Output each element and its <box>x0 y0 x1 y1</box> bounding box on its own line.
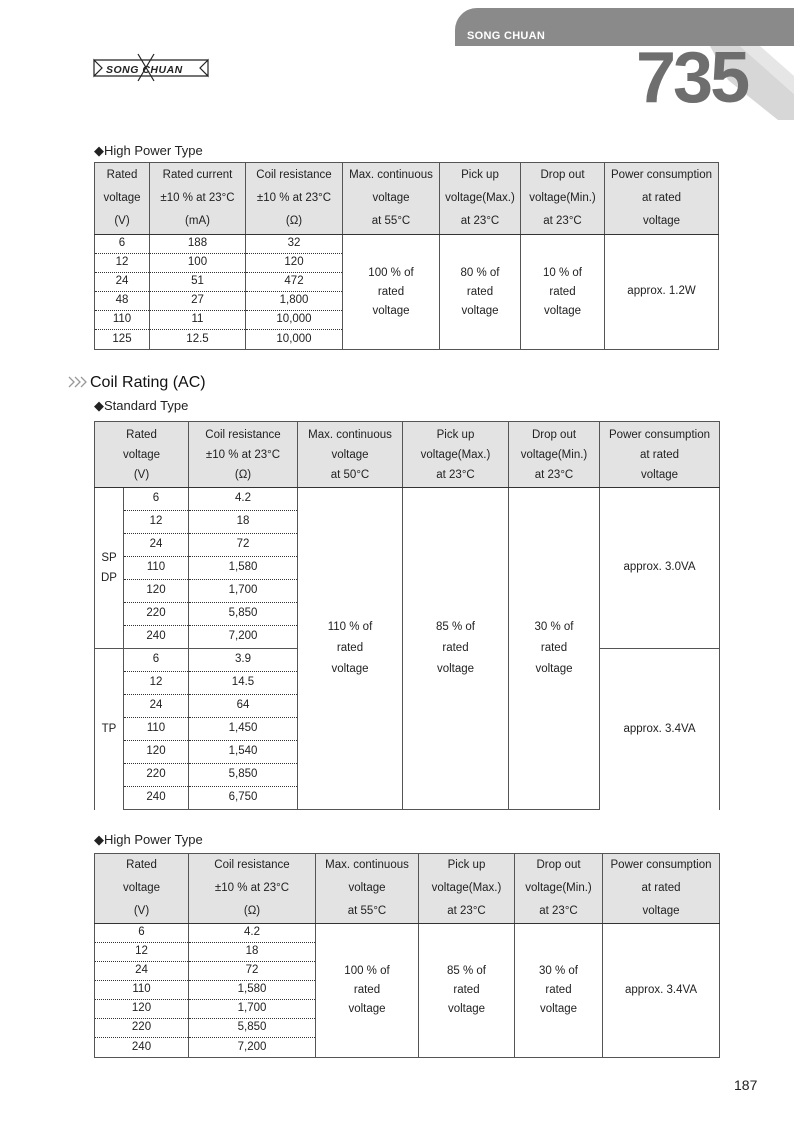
svg-text:SONG CHUAN: SONG CHUAN <box>106 64 183 76</box>
table-cell: 7,200 <box>189 626 298 649</box>
table-cell: 1,580 <box>189 557 298 580</box>
power-consumption-cell: approx. 3.4VA <box>603 924 720 1058</box>
table-cell: 7,200 <box>189 1038 316 1058</box>
table-cell: 12 <box>95 254 150 273</box>
table-cell: 110 <box>124 557 189 580</box>
table-cell: 120 <box>124 741 189 764</box>
header-pick-up: Pick up voltage(Max.) at 23°C <box>419 854 515 924</box>
table-cell: 72 <box>189 962 316 981</box>
company-logo <box>92 52 210 87</box>
table-cell: 12 <box>124 511 189 534</box>
table-cell: 6 <box>95 235 150 254</box>
group-label-tp: TP <box>95 649 124 810</box>
header-rated-current: Rated current ±10 % at 23°C (mA) <box>150 163 246 235</box>
table-cell: 6,750 <box>189 787 298 810</box>
table-cell: 10,000 <box>246 311 343 330</box>
table-cell: 1,580 <box>189 981 316 1000</box>
group-label-spdp: SP DP <box>95 488 124 649</box>
max-continuous-cell: 100 % of rated voltage <box>343 235 440 350</box>
page-number: 187 <box>734 1077 758 1093</box>
table-cell: 18 <box>189 943 316 962</box>
table-cell: 110 <box>95 311 150 330</box>
header-rated-voltage: Rated voltage (V) <box>95 163 150 235</box>
header-drop-out: Drop out voltage(Min.) at 23°C <box>515 854 603 924</box>
table-cell: 100 <box>150 254 246 273</box>
table-cell: 1,800 <box>246 292 343 311</box>
table-cell: 220 <box>95 1019 189 1038</box>
header-coil-resistance: Coil resistance ±10 % at 23°C (Ω) <box>189 422 298 488</box>
table-cell: 5,850 <box>189 1019 316 1038</box>
table-cell: 1,700 <box>189 580 298 603</box>
table-cell: 125 <box>95 330 150 350</box>
table-cell: 24 <box>95 962 189 981</box>
header-pick-up: Pick up voltage(Max.) at 23°C <box>403 422 509 488</box>
table-cell: 240 <box>95 1038 189 1058</box>
brand-name: SONG CHUAN <box>467 30 546 42</box>
header-pick-up: Pick up voltage(Max.) at 23°C <box>440 163 521 235</box>
table-cell: 12 <box>124 672 189 695</box>
power-consumption-cell: approx. 1.2W <box>605 235 719 350</box>
table-cell: 110 <box>95 981 189 1000</box>
header-max-continuous: Max. continuous voltage at 50°C <box>298 422 403 488</box>
table-cell: 24 <box>124 534 189 557</box>
table-cell: 120 <box>124 580 189 603</box>
header-power-consumption: Power consumption at rated voltage <box>600 422 720 488</box>
dc-high-power-title: ◆High Power Type <box>94 143 203 158</box>
model-number: 735 <box>636 38 748 118</box>
table-cell: 72 <box>189 534 298 557</box>
header-power-consumption: Power consumption at rated voltage <box>603 854 720 924</box>
table-cell: 1,540 <box>189 741 298 764</box>
table-cell: 188 <box>150 235 246 254</box>
ac-high-power-table <box>94 853 720 1058</box>
table-cell: 6 <box>124 649 189 672</box>
pick-up-cell: 80 % of rated voltage <box>440 235 521 350</box>
pick-up-cell: 85 % of rated voltage <box>403 488 509 810</box>
coil-rating-ac-title: Coil Rating (AC) <box>90 374 206 391</box>
table-cell: 48 <box>95 292 150 311</box>
table-cell: 12 <box>95 943 189 962</box>
table-cell: 5,850 <box>189 603 298 626</box>
drop-out-cell: 30 % of rated voltage <box>515 924 603 1058</box>
table-cell: 220 <box>124 764 189 787</box>
table-cell: 6 <box>95 924 189 943</box>
power-consumption-spdp: approx. 3.0VA <box>600 488 720 649</box>
table-cell: 472 <box>246 273 343 292</box>
table-cell: 10,000 <box>246 330 343 350</box>
header-coil-resistance: Coil resistance ±10 % at 23°C (Ω) <box>246 163 343 235</box>
max-continuous-cell: 110 % of rated voltage <box>298 488 403 810</box>
table-cell: 120 <box>95 1000 189 1019</box>
table-cell: 18 <box>189 511 298 534</box>
drop-out-cell: 10 % of rated voltage <box>521 235 605 350</box>
table-cell: 4.2 <box>189 924 316 943</box>
header-max-continuous: Max. continuous voltage at 55°C <box>316 854 419 924</box>
table-cell: 64 <box>189 695 298 718</box>
header-drop-out: Drop out voltage(Min.) at 23°C <box>509 422 600 488</box>
header-rated-voltage: Rated voltage (V) <box>95 422 189 488</box>
drop-out-cell: 30 % of rated voltage <box>509 488 600 810</box>
table-cell: 27 <box>150 292 246 311</box>
header-max-continuous: Max. continuous voltage at 55°C <box>343 163 440 235</box>
triple-chevron-icon <box>68 376 88 388</box>
dc-high-power-table <box>94 162 719 350</box>
table-cell: 240 <box>124 787 189 810</box>
table-cell: 12.5 <box>150 330 246 350</box>
table-cell: 14.5 <box>189 672 298 695</box>
table-cell: 32 <box>246 235 343 254</box>
header-power-consumption: Power consumption at rated voltage <box>605 163 719 235</box>
table-cell: 11 <box>150 311 246 330</box>
table-cell: 220 <box>124 603 189 626</box>
table-cell: 110 <box>124 718 189 741</box>
table-cell: 1,700 <box>189 1000 316 1019</box>
table-cell: 24 <box>95 273 150 292</box>
header-drop-out: Drop out voltage(Min.) at 23°C <box>521 163 605 235</box>
table-cell: 4.2 <box>189 488 298 511</box>
ac-high-power-title: ◆High Power Type <box>94 832 203 847</box>
pick-up-cell: 85 % of rated voltage <box>419 924 515 1058</box>
table-cell: 51 <box>150 273 246 292</box>
power-consumption-tp: approx. 3.4VA <box>600 649 720 810</box>
table-cell: 1,450 <box>189 718 298 741</box>
table-cell: 240 <box>124 626 189 649</box>
table-cell: 6 <box>124 488 189 511</box>
max-continuous-cell: 100 % of rated voltage <box>316 924 419 1058</box>
ac-standard-table <box>94 421 720 810</box>
table-cell: 120 <box>246 254 343 273</box>
table-cell: 3.9 <box>189 649 298 672</box>
table-cell: 24 <box>124 695 189 718</box>
table-cell: 5,850 <box>189 764 298 787</box>
header-coil-resistance: Coil resistance ±10 % at 23°C (Ω) <box>189 854 316 924</box>
ac-standard-title: ◆Standard Type <box>94 398 189 413</box>
header-rated-voltage: Rated voltage (V) <box>95 854 189 924</box>
